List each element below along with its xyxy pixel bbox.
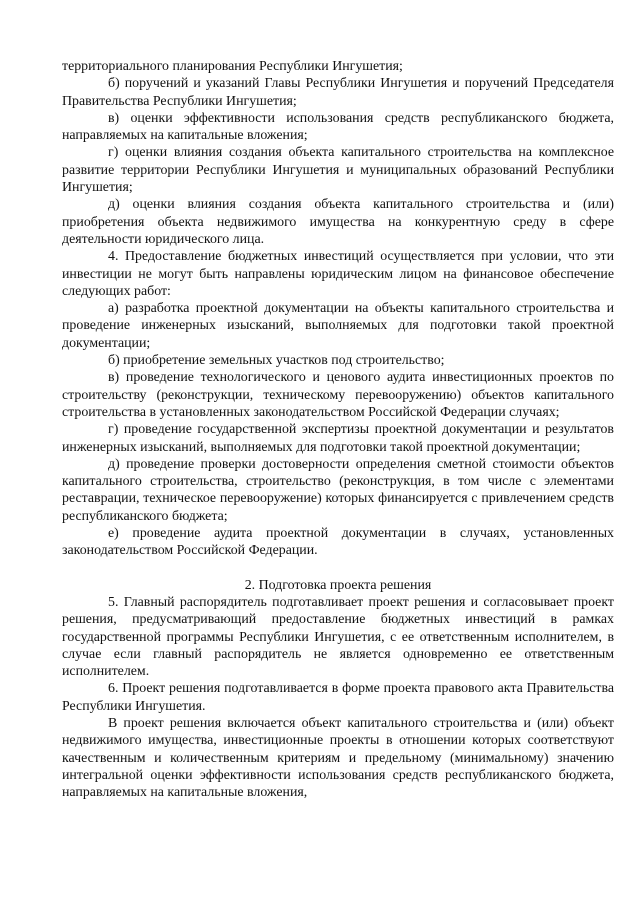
- paragraph: 6. Проект решения подготавливается в форме проекта правового акта Правительства Республики Ингушетия.: [62, 681, 614, 714]
- paragraphs-before: [62, 58, 614, 560]
- section-heading: 2. Подготовка проекта решения: [244, 577, 432, 593]
- paragraph: е) проведение аудита проектной документации в случаях, установленных законодательством Российской Федерации.: [62, 526, 614, 559]
- paragraph: в) проведение технологического и ценового аудита инвестиционных проектов по строительству (реконструкции, техническому перевооружению) объектов капитального строительства в установленных законодательством Российской Федерации случаях;: [62, 370, 614, 420]
- paragraph: территориального планирования Республики Ингушетия;: [62, 59, 403, 74]
- paragraph: б) поручений и указаний Главы Республики Ингушетия и поручений Председателя Правительства Республики Ингушетия;: [62, 76, 614, 109]
- paragraph: г) оценки влияния создания объекта капитального строительства на комплексное развитие территории Республики Ингушетия и муниципальных образований Республики Ингушетия;: [62, 145, 614, 196]
- paragraph: а) разработка проектной документации на объекты капитального строительства и проведение инженерных изысканий, выполняемых для подготовки такой проектной документации;: [62, 301, 614, 351]
- paragraph: 4. Предоставление бюджетных инвестиций осуществляется при условии, что эти инвестиции не могут быть направлены юридическим лицом на финансовое обеспечение следующих работ:: [62, 249, 614, 299]
- paragraphs-after: [62, 594, 614, 802]
- document-page: [62, 58, 614, 801]
- paragraph: д) проведение проверки достоверности определения сметной стоимости объектов капитального строительства, строительство (реконструкция, в том числе с элементами реставрации, техническое перевооружение) которых финансируется с привлечением средств республиканского бюджета;: [62, 456, 614, 524]
- section-gap: [62, 560, 614, 577]
- paragraph: В проект решения включается объект капитального строительства и (или) объект недвижимого имущества, инвестиционные проекты в отношении которых соответствуют качественным и количественным критериям и предельному (минимальному) значению интегральной оценки эффективности использования средств республиканского бюджета, направляемых на капитальные вложения,: [62, 715, 614, 801]
- paragraph: 5. Главный распорядитель подготавливает проект решения и согласовывает проект решения, предусматривающий предоставление бюджетных инвестиций в рамках государственной программы Республики Ингушетия, с ее ответственным исполнителем, в случае если главный распорядитель не является одновременно ее ответственным исполнителем.: [62, 594, 614, 680]
- paragraph: в) оценки эффективности использования средств республиканского бюджета, направляемых на капитальные вложения;: [62, 110, 614, 144]
- paragraph: г) проведение государственной экспертизы проектной документации и результатов инженерных изысканий, выполняемых для подготовки такой проектной документации;: [62, 422, 614, 455]
- paragraph: д) оценки влияния создания объекта капитального строительства и (или) приобретения объекта недвижимого имущества на конкурентную среду в сфере деятельности юридического лица.: [62, 197, 614, 247]
- paragraph: б) приобретение земельных участков под строительство;: [108, 353, 445, 369]
